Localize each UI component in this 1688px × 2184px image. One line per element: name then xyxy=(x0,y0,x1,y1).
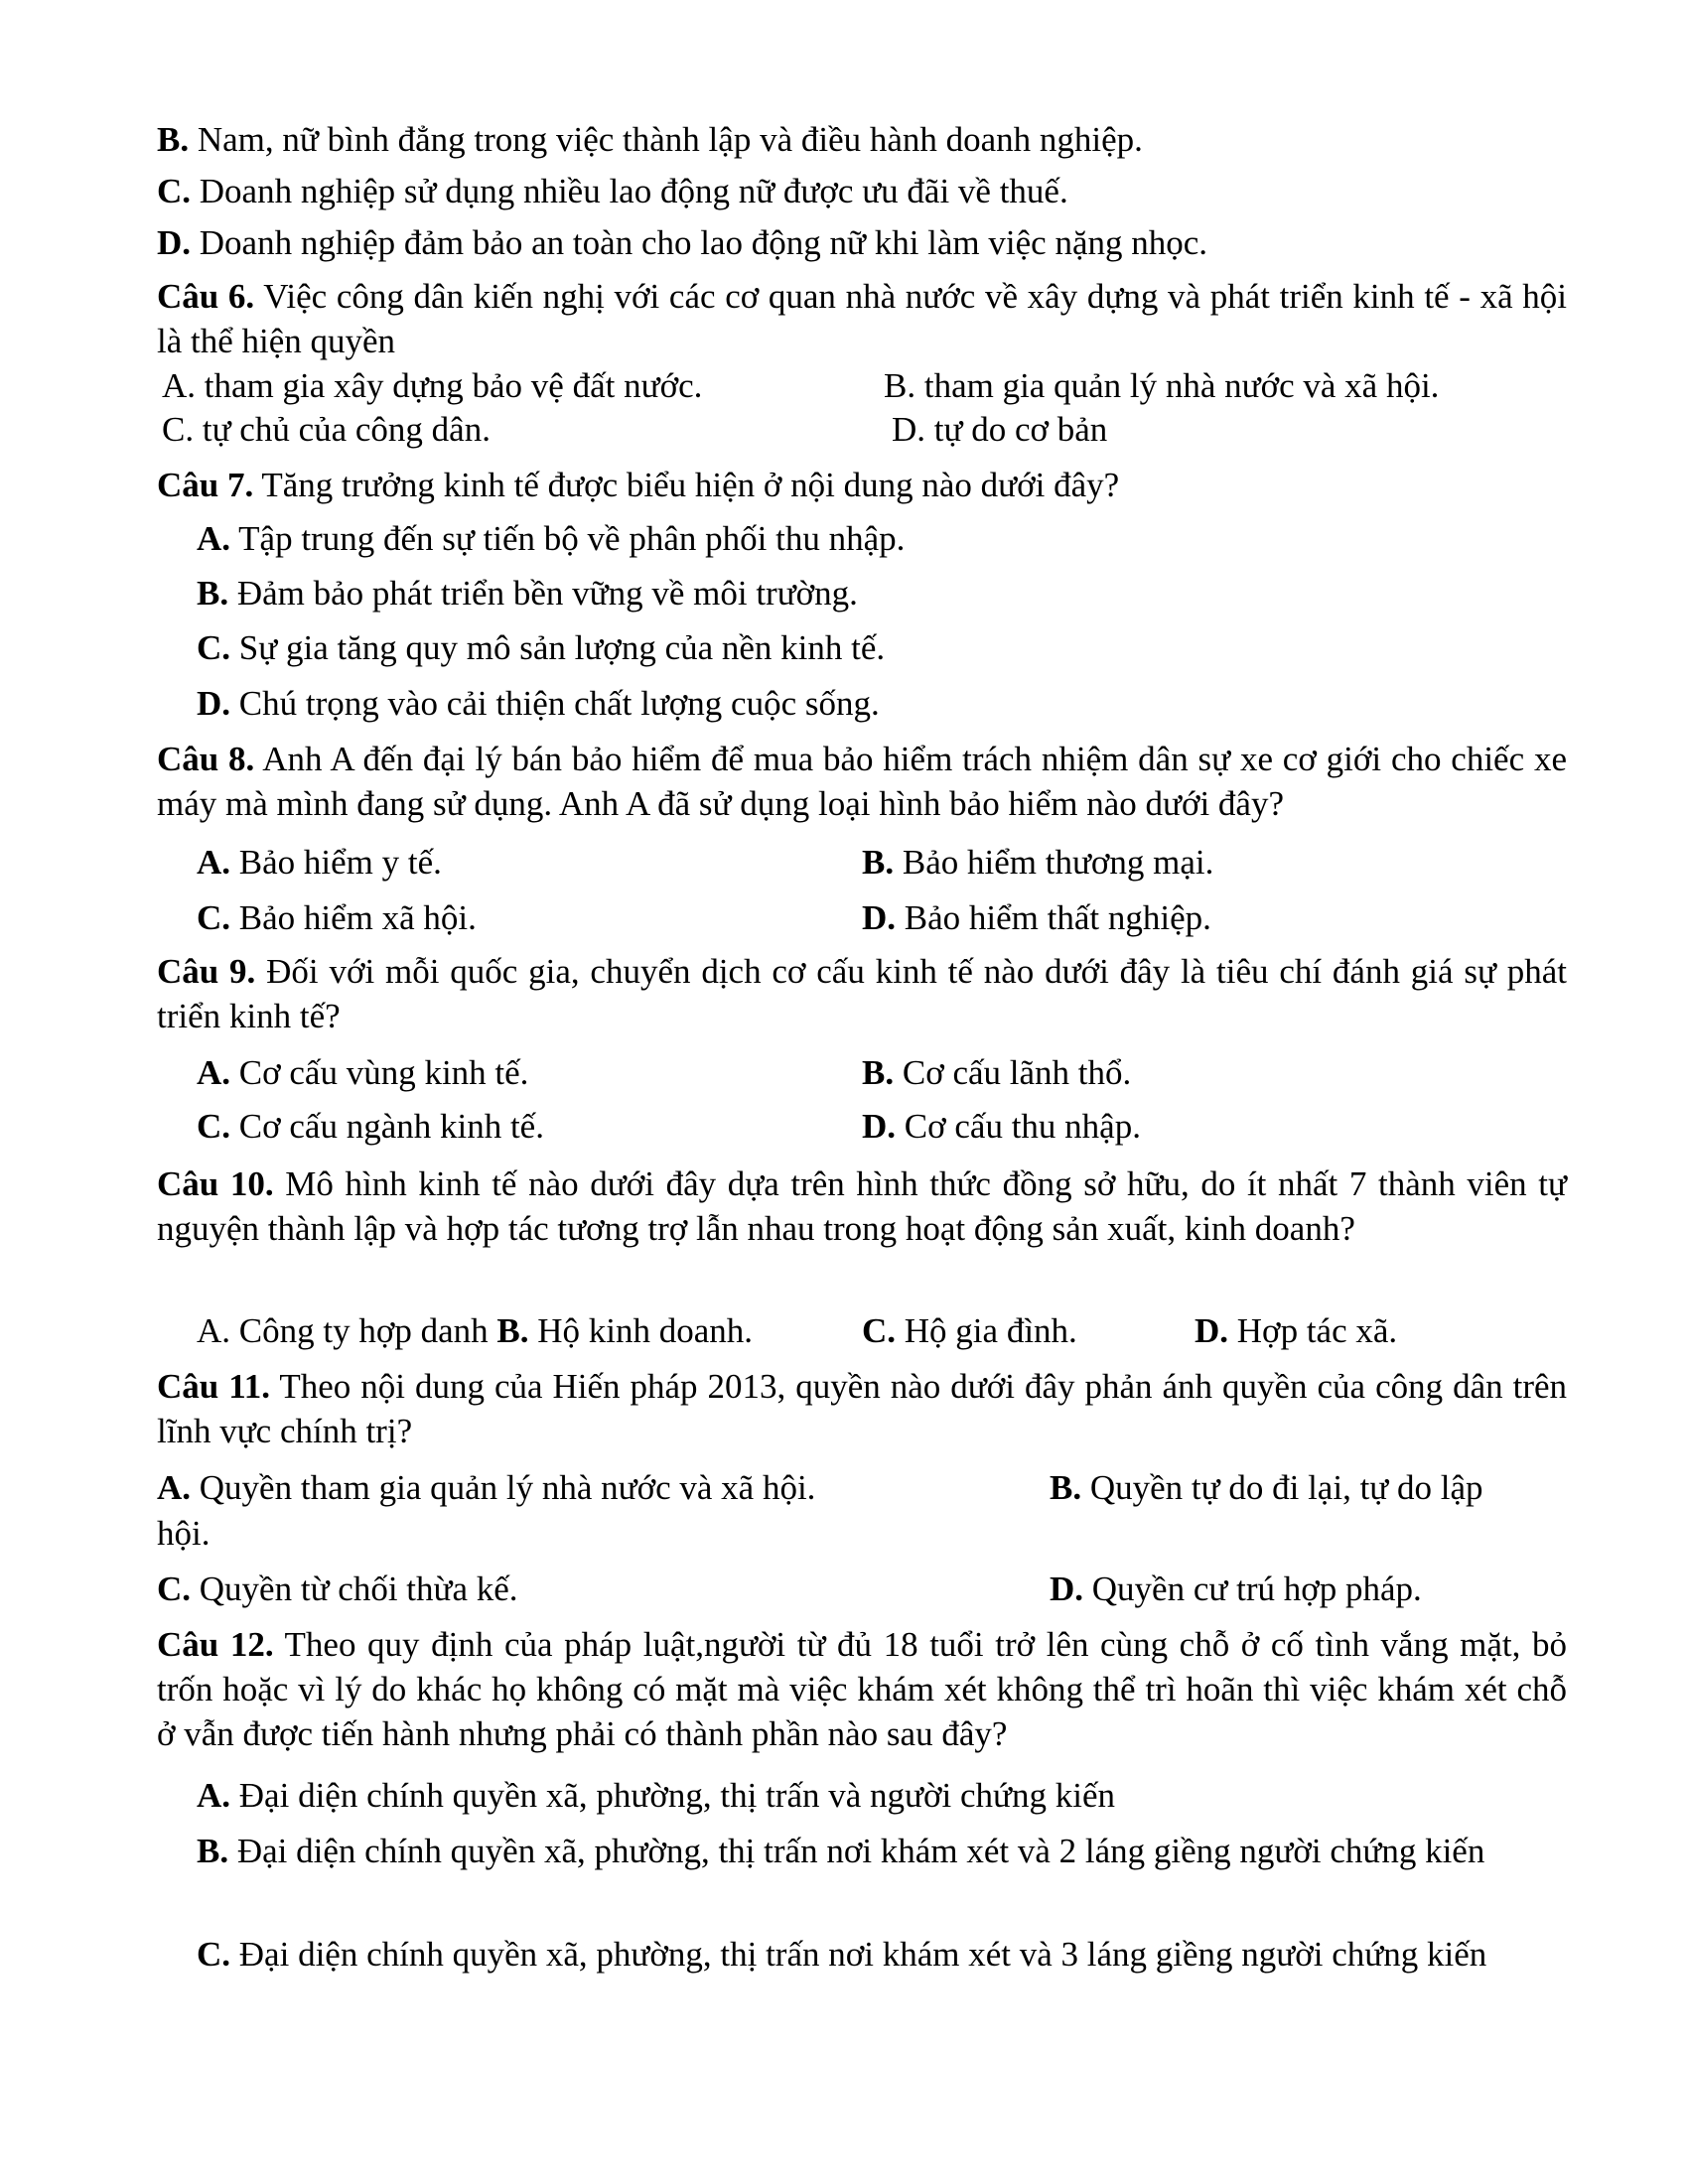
q6-option-d: D. tự do cơ bản xyxy=(892,410,1108,449)
q5-option-b: B. Nam, nữ bình đẳng trong việc thành lập và điều hành doanh nghiệp. xyxy=(157,120,1143,159)
q8-option-a: A. Bảo hiểm y tế. xyxy=(197,843,442,882)
q10-option-d: D. Hợp tác xã. xyxy=(1195,1311,1398,1350)
question-7: Câu 7. Tăng trưởng kinh tế được biểu hiện ở nội dung nào dưới đây? xyxy=(157,466,1120,504)
question-8: Câu 8. Anh A đến đại lý bán bảo hiểm để mua bảo hiểm trách nhiệm dân sự xe cơ giới cho chiếc xe máy mà mình đang sử dụng. Anh A đã sử dụng loại hình bảo hiểm nào dưới đây? xyxy=(157,740,1567,823)
q11-option-c: C. Quyền từ chối thừa kế. xyxy=(157,1570,518,1608)
question-11: Câu 11. Theo nội dung của Hiến pháp 2013, quyền nào dưới đây phản ánh quyền của công dân trên lĩnh vực chính trị? xyxy=(157,1367,1568,1450)
q11-option-b: B. Quyền tự do đi lại, tự do lập xyxy=(1050,1468,1483,1507)
question-10: Câu 10. Mô hình kinh tế nào dưới đây dựa trên hình thức đồng sở hữu, do ít nhất 7 thành viên tự nguyện thành lập và hợp tác tương trợ lẫn nhau trong hoạt động sản xuất, kinh doanh? xyxy=(157,1164,1567,1248)
q9-option-c: C. Cơ cấu ngành kinh tế. xyxy=(197,1107,544,1146)
q6-option-a: A. tham gia xây dựng bảo vệ đất nước. xyxy=(162,366,703,405)
q9-option-d: D. Cơ cấu thu nhập. xyxy=(862,1107,1141,1146)
question-12: Câu 12. Theo quy định của pháp luật,người từ đủ 18 tuổi trở lên cùng chỗ ở cố tình vắng mặt, bỏ trốn hoặc vì lý do khác họ không có mặt mà việc khám xét không thể trì hoãn thì việc khám xét chỗ ở vẫn được tiến hành nhưng phải có thành phần nào sau đây? xyxy=(157,1625,1567,1753)
question-6: Câu 6. Việc công dân kiến nghị với các cơ quan nhà nước về xây dựng và phát triển kinh tế - xã hội là thể hiện quyền xyxy=(157,277,1567,360)
q11-option-d: D. Quyền cư trú hợp pháp. xyxy=(1050,1570,1422,1608)
q7-option-d: D. Chú trọng vào cải thiện chất lượng cuộc sống. xyxy=(197,684,880,723)
q5-option-d: D. Doanh nghiệp đảm bảo an toàn cho lao động nữ khi làm việc nặng nhọc. xyxy=(157,223,1208,262)
q12-option-c: C. Đại diện chính quyền xã, phường, thị trấn nơi khám xét và 3 láng giềng người chứng kiến xyxy=(197,1935,1487,1974)
q10-option-a-b: A. Công ty hợp danh B. Hộ kinh doanh. xyxy=(197,1311,754,1350)
q9-option-a: A. Cơ cấu vùng kinh tế. xyxy=(197,1053,529,1092)
q11-option-a: A. Quyền tham gia quản lý nhà nước và xã hội. xyxy=(157,1468,816,1507)
q6-option-c: C. tự chủ của công dân. xyxy=(162,410,491,449)
q8-option-b: B. Bảo hiểm thương mại. xyxy=(862,843,1214,882)
q8-option-d: D. Bảo hiểm thất nghiệp. xyxy=(862,898,1211,937)
q7-option-c: C. Sự gia tăng quy mô sản lượng của nền kinh tế. xyxy=(197,628,886,667)
q6-option-b: B. tham gia quản lý nhà nước và xã hội. xyxy=(884,366,1440,405)
q11-option-b-wrap: hội. xyxy=(157,1514,211,1553)
q12-option-a: A. Đại diện chính quyền xã, phường, thị trấn và người chứng kiến xyxy=(197,1776,1115,1815)
question-9: Câu 9. Đối với mỗi quốc gia, chuyển dịch cơ cấu kinh tế nào dưới đây là tiêu chí đánh giá sự phát triển kinh tế? xyxy=(157,952,1567,1035)
q9-option-b: B. Cơ cấu lãnh thổ. xyxy=(862,1053,1132,1092)
q5-option-c: C. Doanh nghiệp sử dụng nhiều lao động nữ được ưu đãi về thuế. xyxy=(157,172,1068,210)
q10-option-c: C. Hộ gia đình. xyxy=(862,1311,1077,1350)
q7-option-a: A. Tập trung đến sự tiến bộ về phân phối thu nhập. xyxy=(197,519,906,558)
q7-option-b: B. Đảm bảo phát triển bền vững về môi trường. xyxy=(197,574,858,613)
q12-option-b: B. Đại diện chính quyền xã, phường, thị trấn nơi khám xét và 2 láng giềng người chứng kiến xyxy=(197,1832,1485,1870)
q8-option-c: C. Bảo hiểm xã hội. xyxy=(197,898,477,937)
